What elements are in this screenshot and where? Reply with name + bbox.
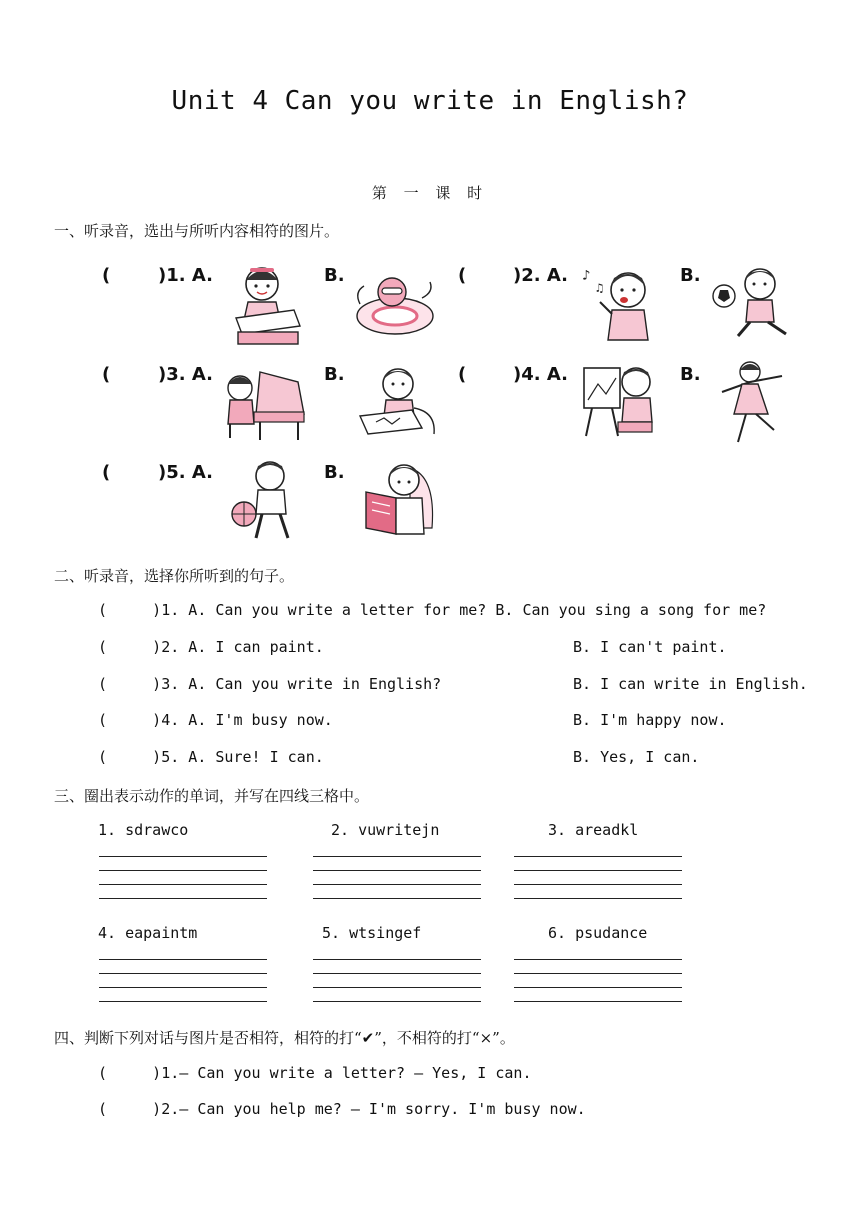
girl-piano-icon [220, 362, 306, 442]
scramble-word-6: 6. psudance [548, 924, 648, 942]
s2-q4-b: B. I'm happy now. [573, 711, 727, 729]
q1-label: )1. A. [158, 265, 213, 286]
scramble-word-2: 2. vuwritejn [331, 821, 440, 839]
s2-q2-b: B. I can't paint. [573, 638, 727, 656]
q3-label: )3. A. [158, 364, 213, 385]
boy-reading-icon [352, 458, 438, 542]
boy-drawing-icon [352, 362, 438, 438]
s2-q1: ( )1. A. Can you write a letter for me? B. Can you sing a song for me? [98, 601, 767, 619]
writing-lines-1[interactable] [99, 856, 267, 900]
section3-heading: 三、圈出表示动作的单词，并写在四线三格中。 [54, 787, 370, 805]
s2-q3-a: ( )3. A. Can you write in English? [98, 675, 442, 693]
s2-q5-a: ( )5. A. Sure! I can. [98, 748, 324, 766]
section4-heading: 四、判断下列对话与图片是否相符，相符的打“✔”，不相符的打“×”。 [54, 1029, 515, 1047]
q3-open-paren: ( [102, 364, 111, 385]
scramble-word-3: 3. areadkl [548, 821, 639, 839]
q2-open-paren: ( [458, 265, 467, 286]
swimming-icon [352, 268, 438, 342]
q5-label: )5. A. [158, 462, 213, 483]
q3-b-label: B. [324, 364, 345, 385]
q4-label: )4. A. [513, 364, 568, 385]
q1-open-paren: ( [102, 265, 111, 286]
writing-lines-4[interactable] [99, 959, 267, 1003]
lesson-label: 第 一 课 时 [371, 184, 489, 202]
page-title: Unit 4 Can you write in English? [171, 86, 689, 116]
s2-q2-a: ( )2. A. I can paint. [98, 638, 324, 656]
q4-open-paren: ( [458, 364, 467, 385]
scramble-word-1: 1. sdrawco [98, 821, 189, 839]
writing-lines-2[interactable] [313, 856, 481, 900]
boy-singing-icon [578, 262, 662, 344]
scramble-word-5: 5. wtsingef [322, 924, 422, 942]
section2-heading: 二、听录音，选择你所听到的句子。 [54, 567, 295, 585]
q2-label: )2. A. [513, 265, 568, 286]
svg-text:♫: ♫ [596, 281, 604, 295]
s4-q1: ( )1.— Can you write a letter? — Yes, I can. [98, 1064, 532, 1082]
girl-dancing-icon [716, 358, 786, 446]
boy-soccer-icon [708, 262, 792, 346]
svg-text:♪: ♪ [582, 268, 591, 284]
s4-q2: ( )2.— Can you help me? — I'm sorry. I'm busy now. [98, 1100, 586, 1118]
boy-painting-icon [578, 360, 662, 444]
q5-b-label: B. [324, 462, 345, 483]
s2-q5-b: B. Yes, I can. [573, 748, 700, 766]
q2-b-label: B. [680, 265, 701, 286]
section1-heading: 一、听录音，选出与所听内容相符的图片。 [54, 222, 340, 240]
writing-lines-3[interactable] [514, 856, 682, 900]
scramble-word-4: 4. eapaintm [98, 924, 198, 942]
q1-b-label: B. [324, 265, 345, 286]
writing-lines-6[interactable] [514, 959, 682, 1003]
boy-basketball-icon [226, 458, 300, 544]
s2-q4-a: ( )4. A. I'm busy now. [98, 711, 333, 729]
q4-b-label: B. [680, 364, 701, 385]
writing-lines-5[interactable] [313, 959, 481, 1003]
s2-q3-b: B. I can write in English. [573, 675, 808, 693]
q5-open-paren: ( [102, 462, 111, 483]
girl-writing-icon [222, 260, 308, 346]
